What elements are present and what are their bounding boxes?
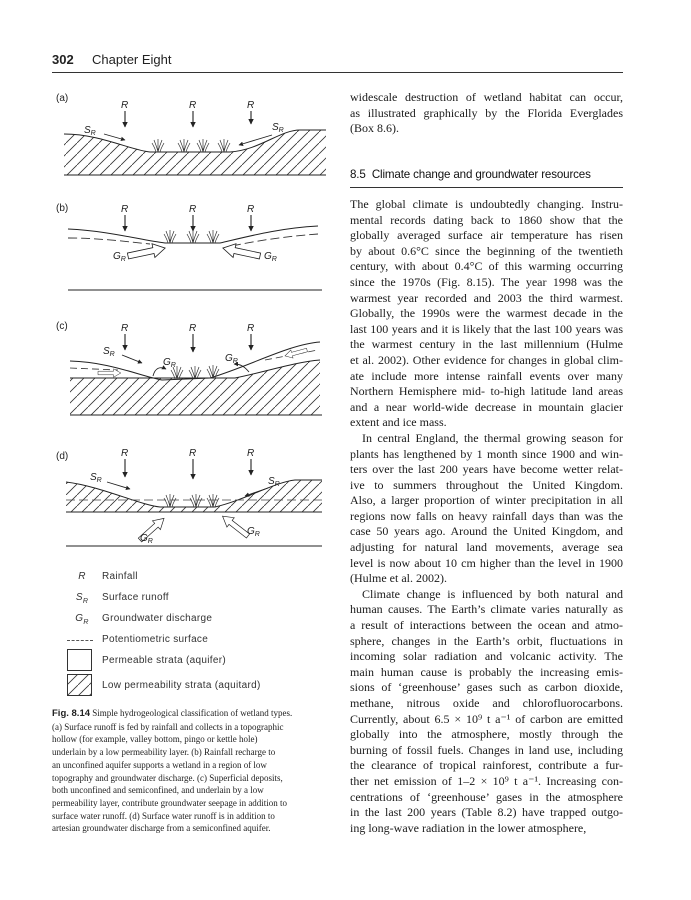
legend-item-groundwater (62, 610, 332, 630)
svg-text:R: R (121, 204, 129, 215)
groundwater-label: $G_R$ (247, 526, 260, 538)
legend-symbol: R (78, 571, 86, 582)
text-line: in the last 200 years (Table 8.2) have trapped outgo- (350, 805, 623, 820)
groundwater-label: $G_R$ (264, 251, 277, 263)
text-line: ing long-wave radiation in the lower atmosphere, (350, 820, 587, 835)
legend-label: Surface runoff (102, 592, 169, 603)
panel-label-d: (d) (56, 451, 69, 462)
text-line: the warmest century in the last millennium (Hulme (350, 337, 623, 352)
groundwater-label: $G_R$ (113, 251, 126, 263)
text-line: ters over the last 200 years have become wetter relat- (350, 462, 623, 477)
text-line: adjusting for natural land movements, average sea (350, 540, 623, 555)
legend-item-aquitard (62, 674, 332, 694)
legend-symbol: $S_R$ (75, 592, 89, 605)
legend-label: Groundwater discharge (102, 613, 213, 624)
svg-text:R: R (189, 448, 197, 459)
text-line: mental records dating back to 1860 show that the (350, 212, 623, 227)
panel-label-c: (c) (56, 321, 68, 332)
text-line: Globally, the 1990s were the warmest decade in the (350, 306, 623, 321)
text-line: globally averaged surface air temperature has risen (350, 228, 623, 243)
text-line: permeability layer, contribute groundwater seepage in addition to (52, 797, 288, 808)
legend-label: Permeable strata (aquifer) (102, 655, 226, 666)
text-line: level is now about 10 cm higher than the level in 1900 (350, 555, 623, 570)
panel-b (56, 203, 322, 290)
figure-number: Fig. 8.14 (52, 708, 91, 719)
text-line: sphere, changes in the Earth’s orbit, fluctuations in (350, 633, 623, 648)
text-line: In central England, the thermal growing season for (362, 430, 623, 445)
legend-item-potentiometric (62, 631, 332, 651)
svg-text:R: R (121, 100, 129, 111)
text-line: a result of interactions between the ocean and atmo- (350, 618, 623, 633)
groundwater-label: $G_R$ (225, 353, 238, 365)
svg-text:R: R (189, 100, 197, 111)
text-line: last 100 years and it is likely that the last 100 years was (350, 321, 623, 336)
hatched-box-icon (67, 674, 92, 696)
text-line: Also, a larger proportion of winter precipitation in all (350, 493, 623, 508)
text-line: underlain by a low permeability layer. (b) Rainfall recharge to (52, 747, 276, 758)
text-line: hollow (for example, valley bottom, pingo or kettle hole) (52, 734, 258, 745)
heading-rule (350, 187, 623, 188)
text-line: Climate change is influenced by both natural and (362, 586, 623, 601)
blank-box-icon (67, 649, 92, 671)
text-line: (a) Surface runoff is fed by rainfall and collects in a topographic (52, 721, 284, 732)
text-line: sions of ‘greenhouse’ gases such as carbon dioxide, (350, 680, 623, 695)
text-line: ate include more intense rainfall events over many (350, 368, 623, 383)
text-line: human causes. The Earth’s climate varies naturally as (350, 602, 623, 617)
section-body (350, 197, 623, 836)
groundwater-label: $G_R$ (163, 357, 176, 369)
intro-paragraph (350, 90, 623, 137)
runoff-arrows (104, 134, 272, 496)
text-line: ther net emission of 1–2 × 10⁹ t a⁻¹. Increasing con- (350, 773, 623, 788)
groundwater-arrow (127, 241, 167, 263)
panel-d (56, 451, 322, 546)
svg-text:R: R (247, 323, 255, 334)
svg-text:R: R (247, 204, 255, 215)
text-line: as illustrated graphically by the Florida Everglades (350, 105, 623, 120)
svg-text:R: R (189, 204, 197, 215)
text-line: ive to summers throughout the United Kingdom. (350, 477, 623, 492)
plants (152, 139, 230, 152)
legend-item-rainfall (62, 568, 332, 588)
groundwater-arrow (221, 241, 261, 263)
text-line: et al. 2002). Other evidence for changes in global clim- (350, 352, 623, 367)
caption-line: Fig. 8.14 Simple hydrogeological classification of wetland types. (52, 708, 293, 719)
runoff-label: $S_R$ (272, 122, 284, 134)
text-line: methane, nitrous oxide and chlorofluorocarbons. (350, 696, 623, 710)
legend-label: Potentiometric surface (102, 634, 209, 645)
legend-symbol: $G_R$ (75, 613, 89, 626)
runoff-label: $S_R$ (84, 125, 96, 137)
text-line: both unconfined and semiconfined, and underlain by a low (52, 785, 264, 796)
text-line: case 50 years ago. Around the United Kingdom, and (350, 524, 623, 539)
figure-caption (52, 707, 332, 835)
section-title: Climate change and groundwater resources (371, 168, 591, 181)
svg-text:R: R (247, 100, 255, 111)
panel-label-a: (a) (56, 93, 69, 104)
text-line: topography and groundwater discharge. (c) Superficial deposits, (52, 772, 283, 783)
svg-text:R: R (247, 448, 255, 459)
text-line: The global climate is undoubtedly changing. Instru- (350, 197, 623, 211)
text-line: surface water runoff. (d) Surface water runoff is in addition to (52, 810, 275, 821)
groundwater-arrow (284, 346, 308, 360)
runoff-labels (84, 122, 284, 488)
text-line: and a near world-wide decrease in mountain glacier (350, 399, 623, 414)
text-line: warmest year recorded and 2003 the third warmest. (350, 290, 623, 305)
section-number: 8.5 (350, 168, 366, 181)
runoff-label: $S_R$ (90, 472, 102, 484)
page-number: 302 (52, 52, 74, 67)
text-line: (Box 8.6). (350, 121, 399, 136)
groundwater-label: $G_R$ (140, 533, 153, 545)
text-line: by about 0.6°C since the beginning of the twentieth (350, 243, 623, 258)
text-line: centrations of ‘greenhouse’ gases in the atmosphere (350, 789, 623, 804)
text-line: the clearance of tropical rainforest, contribute a fur- (350, 758, 623, 773)
legend-label: Rainfall (102, 571, 138, 582)
legend-label: Low permeability strata (aquitard) (102, 680, 261, 691)
running-head-chapter: Chapter Eight (92, 52, 172, 67)
text-line: (Hulme et al. 2002). (350, 571, 447, 586)
text-line: century, with about 0.4°C of this warming occurring (350, 259, 623, 274)
runoff-label: $S_R$ (268, 476, 280, 488)
text-line: main human cause is probably the increasing emis- (350, 664, 623, 679)
section-heading (350, 168, 623, 181)
text-line: globally into the atmosphere, mostly through the (350, 727, 623, 742)
text-line: plants has lengthened by 1 month since 1900 and win- (350, 446, 623, 461)
dashed-line-icon (67, 640, 93, 641)
legend-item-aquifer (62, 649, 332, 669)
text-line: burning of fossil fuels. Changes in land use, including (350, 742, 623, 757)
runoff-label: $S_R$ (103, 346, 115, 358)
text-line: incoming solar radiation and volcanic activity. The (350, 649, 623, 664)
panel-c (56, 321, 322, 415)
legend-item-runoff (62, 589, 332, 609)
text-line: Northern Hemisphere mid- to-high latitude land areas (350, 384, 623, 399)
text-line: widescale destruction of wetland habitat can occur, (350, 90, 623, 104)
text-line: extent and ice mass. (350, 415, 447, 430)
svg-text:R: R (189, 323, 197, 334)
svg-text:R: R (121, 323, 129, 334)
text-line: an unconfined aquifer supports a wetland in a region of low (52, 759, 267, 770)
text-line: Currently, about 6.5 × 10⁹ t a⁻¹ of carbon are emitted (350, 711, 623, 726)
panel-label-b: (b) (56, 203, 69, 214)
text-line: regions now falls on heavy rainfall days than was the (350, 508, 623, 523)
text-line: since the 1970s (Fig. 8.15). The year 1998 was the (350, 274, 623, 289)
text-line: artesian groundwater discharge from a semiconfined aquifer. (52, 823, 271, 834)
svg-text:R: R (121, 448, 129, 459)
